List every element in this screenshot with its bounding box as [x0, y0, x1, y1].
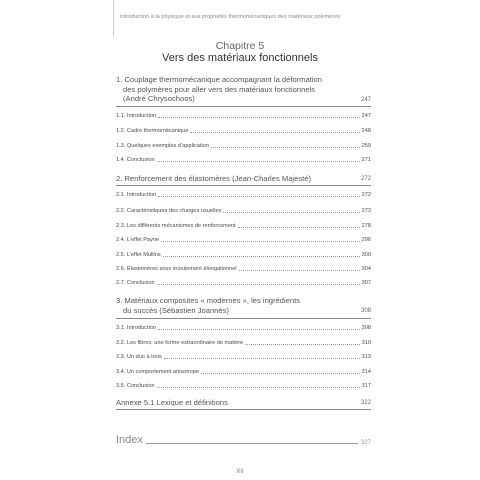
toc-entry-page: 247 — [361, 113, 371, 119]
toc-entry-label: 1.4. Conclusion — [116, 157, 155, 163]
leader-dots — [158, 328, 360, 330]
toc-entry[interactable] — [116, 125, 371, 134]
leader-dots — [164, 357, 360, 359]
section-rule — [116, 106, 371, 107]
leader-dots — [161, 240, 360, 242]
toc-entry-label: 2.4. L’effet Payne — [116, 237, 160, 243]
toc-entry-page: 248 — [361, 128, 371, 134]
toc-entry-label: 2.1. Introduction — [116, 192, 157, 198]
toc-entry[interactable] — [116, 277, 371, 286]
part-heading-line: 3. Matériaux composites « modernes », les ingrédients — [116, 296, 301, 305]
leader-dots — [157, 386, 360, 388]
toc-entry-page: 278 — [361, 223, 371, 229]
toc-entry[interactable] — [116, 154, 371, 163]
toc-entry-page: 272 — [361, 192, 371, 198]
leader-dots — [238, 226, 360, 228]
index-page-number: 327 — [360, 440, 371, 446]
leader-dots — [245, 343, 359, 345]
toc-entry[interactable] — [116, 234, 371, 243]
index-leader-line — [146, 443, 358, 444]
toc-entry[interactable] — [116, 140, 371, 149]
part-heading-line: 2. Renforcement des élastomères (Jean-Charles Majesté) — [116, 174, 311, 183]
section-rule — [116, 409, 371, 410]
leader-dots — [157, 283, 360, 285]
toc-entry-label: 1.3. Quelques exemples d’application — [116, 143, 209, 149]
toc-entry[interactable] — [116, 110, 371, 119]
leader-dots — [239, 269, 360, 271]
index-label: Index — [116, 434, 143, 446]
toc-entry-page: 307 — [361, 280, 371, 286]
toc-entry[interactable] — [116, 366, 371, 375]
margin-rule — [113, 0, 114, 37]
toc-entry-label: 2.2. Caractéristiques des charges usuelles — [116, 208, 222, 214]
toc-entry-page: 259 — [361, 143, 371, 149]
leader-dots — [157, 160, 360, 162]
page-folio: XII — [236, 469, 244, 475]
toc-entry-page: 310 — [361, 340, 371, 346]
part-heading-line: 1. Couplage thermomécanique accompagnant la déformation — [116, 75, 323, 84]
toc-entry-page: 304 — [361, 266, 371, 272]
section-rule — [116, 318, 371, 319]
part-heading-line: des polymères pour aller vers des matériaux fonctionnels — [123, 84, 316, 94]
toc-entry[interactable] — [116, 380, 371, 389]
leader-dots — [158, 195, 360, 197]
toc-entry-label: 3.2. Les fibres, une forme extraordinaire de matière — [116, 340, 244, 346]
toc-entry-label: 3.5. Conclusion — [116, 383, 155, 389]
toc-entry-label: 3.1. Introduction — [116, 325, 157, 331]
annex-heading[interactable]: Annexe 5.1 Lexique et définitions — [116, 398, 228, 407]
leader-dots — [201, 372, 360, 374]
toc-entry-page: 273 — [361, 208, 371, 214]
part-heading[interactable] — [116, 75, 371, 104]
toc-entry-page: 314 — [361, 369, 371, 375]
toc-entry-page: 271 — [361, 157, 371, 163]
part-heading-line: (André Chrysochoos) — [123, 94, 195, 104]
toc-entry-label: 2.3. Les différents mécanismes de renforcement — [116, 223, 236, 229]
leader-dots — [190, 131, 359, 133]
toc-entry[interactable] — [116, 189, 371, 198]
toc-entry-page: 300 — [361, 252, 371, 258]
running-head: Introduction à la physique et aux propriétés thermomécaniques des matériaux polymères — [120, 14, 341, 20]
annex-page-number: 322 — [360, 400, 371, 406]
toc-entry-label: 1.1. Introduction — [116, 113, 157, 119]
toc-entry-label: 3.3. Un duo à trois — [116, 354, 162, 360]
part-page-number: 247 — [360, 97, 371, 103]
part-heading[interactable] — [116, 174, 371, 184]
leader-dots — [158, 116, 360, 118]
leader-dots — [163, 255, 360, 257]
part-heading-line: du succès (Sébastien Joannès) — [123, 305, 229, 315]
toc-entry-page: 308 — [361, 325, 371, 331]
toc-entry-label: 2.5. L’effet Mullins — [116, 252, 161, 258]
toc-entry-label: 1.2. Cadre thermomécanique — [116, 128, 189, 134]
chapter-number: Chapitre 5 — [215, 40, 265, 52]
toc-entry-page: 313 — [361, 354, 371, 360]
toc-entry-label: 2.7. Conclusion — [116, 280, 155, 286]
leader-dots — [211, 146, 360, 148]
toc-entry[interactable] — [116, 337, 371, 346]
part-heading[interactable] — [116, 296, 371, 315]
section-rule — [116, 185, 371, 186]
toc-entry[interactable] — [116, 263, 371, 272]
part-page-number: 272 — [360, 176, 371, 182]
toc-entry-label: 3.4. Un comportement anisotrope — [116, 369, 200, 375]
index-entry[interactable] — [116, 434, 371, 446]
toc-entry-page: 296 — [361, 237, 371, 243]
part-page-number: 308 — [360, 308, 371, 314]
chapter-title: Vers des matériaux fonctionnels — [162, 52, 318, 64]
toc-entry[interactable] — [116, 249, 371, 258]
toc-entry[interactable] — [116, 220, 371, 229]
toc-entry[interactable] — [116, 205, 371, 214]
toc-entry-label: 2.6. Élastomères sous écoulement élongationnel — [116, 266, 237, 272]
toc-entry[interactable] — [116, 351, 371, 360]
leader-dots — [223, 211, 359, 213]
toc-entry[interactable] — [116, 322, 371, 331]
toc-entry-page: 317 — [361, 383, 371, 389]
